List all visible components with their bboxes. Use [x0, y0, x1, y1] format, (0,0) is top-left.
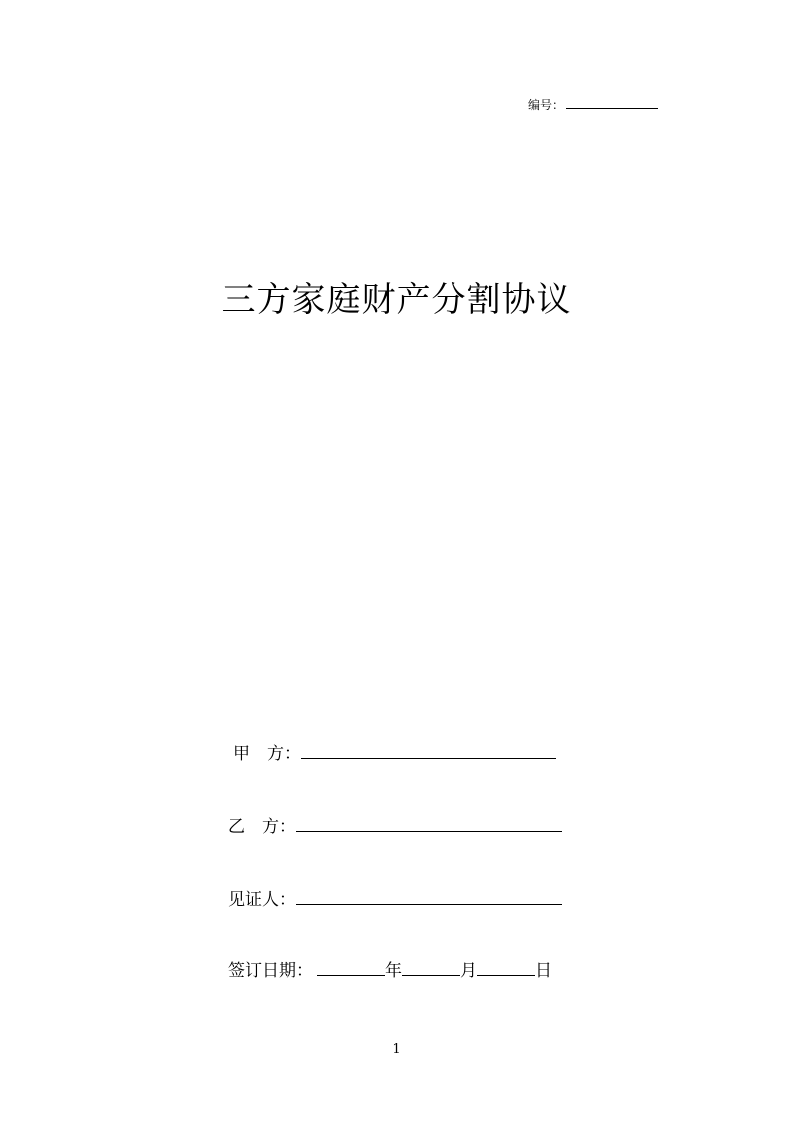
signing-date-label: 签订日期： [228, 961, 313, 981]
party-b-blank[interactable] [296, 813, 562, 832]
page-number: 1 [392, 1042, 401, 1057]
party-a-blank[interactable] [301, 740, 556, 759]
day-label: 日 [535, 961, 552, 981]
party-b-label: 乙 方： [228, 817, 296, 837]
document-title: 三方家庭财产分割协议 [221, 280, 572, 320]
year-label: 年 [385, 961, 402, 981]
party-a-label: 甲 方： [233, 744, 301, 764]
month-label: 月 [460, 961, 477, 981]
witness-blank[interactable] [296, 886, 562, 905]
witness-label: 见证人： [228, 890, 296, 910]
witness-field [228, 886, 562, 912]
signing-date-field [228, 957, 552, 983]
serial-number-field [528, 96, 658, 113]
year-blank[interactable] [317, 957, 385, 976]
party-b-field [228, 813, 562, 839]
month-blank[interactable] [402, 957, 460, 976]
serial-number-blank[interactable] [566, 96, 658, 109]
party-a-field [233, 740, 556, 766]
serial-number-label: 编号： [528, 98, 565, 112]
day-blank[interactable] [477, 957, 535, 976]
